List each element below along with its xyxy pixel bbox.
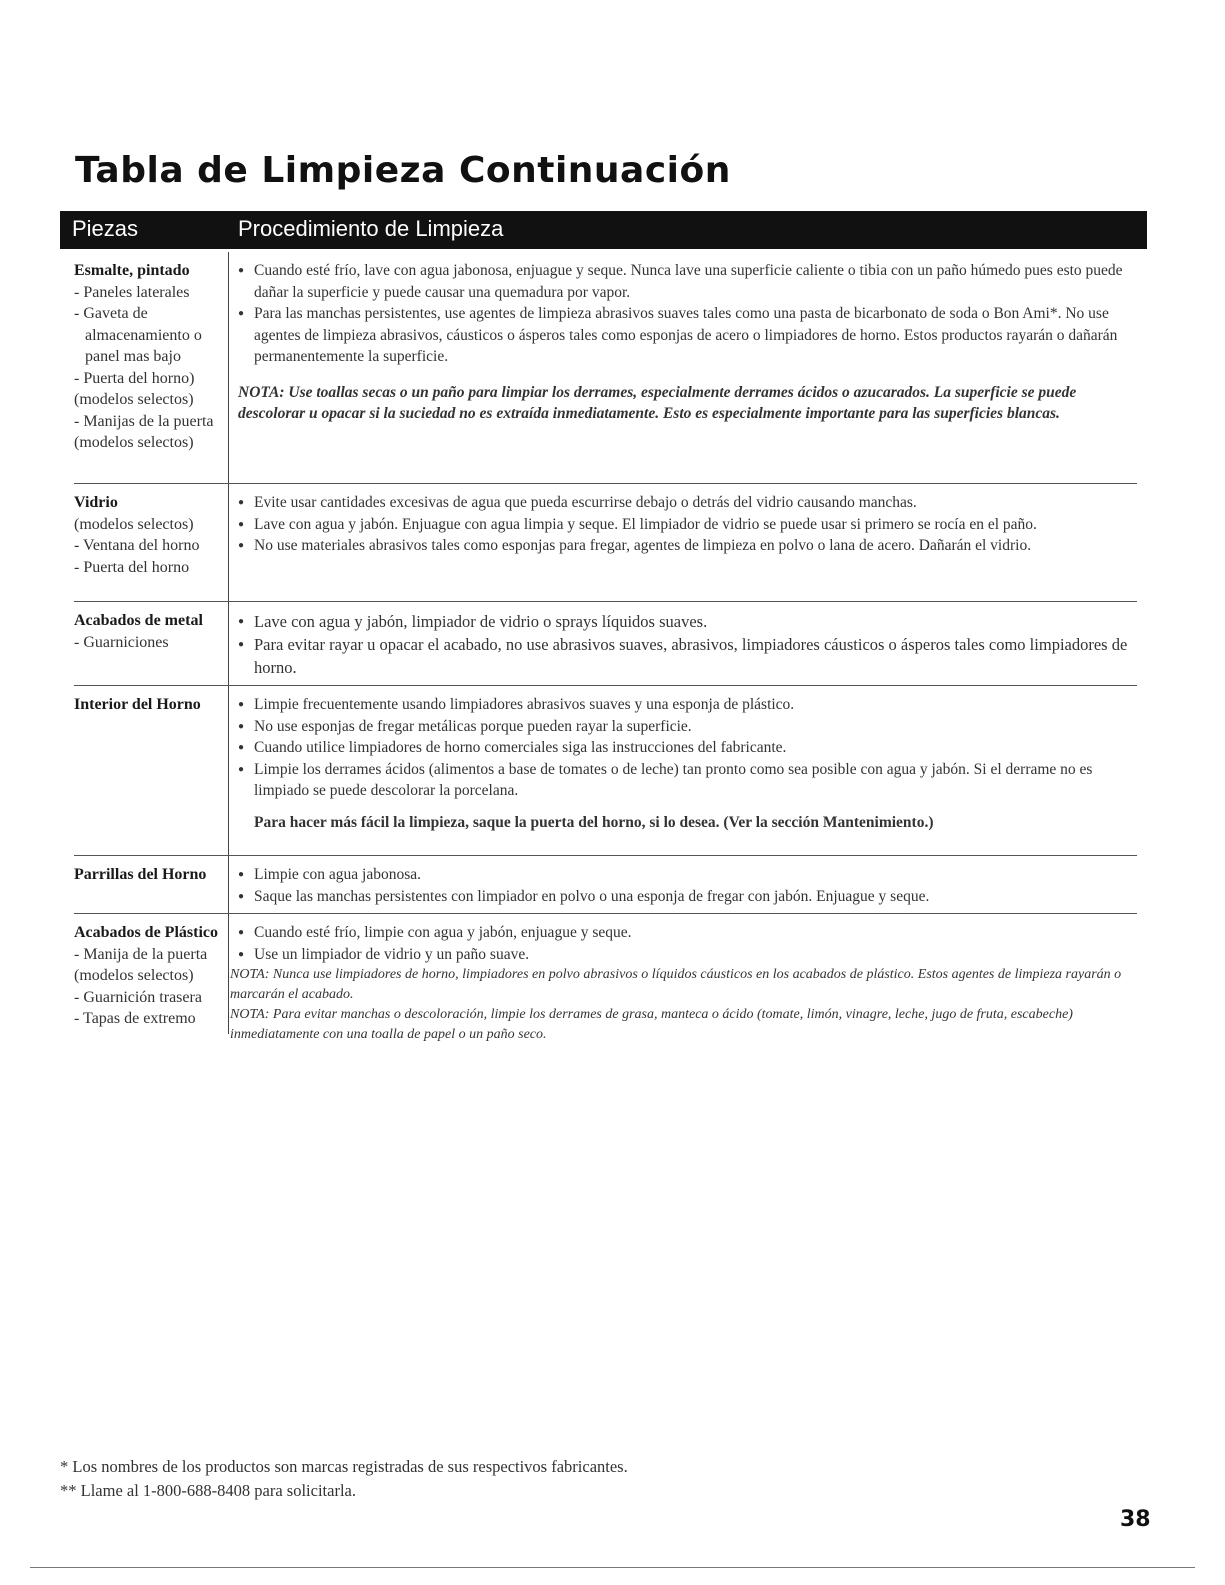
procedure-cell <box>230 922 1143 1045</box>
part-name: Interior del Horno <box>74 696 201 713</box>
bullet-item: ● Limpie con agua jabonosa. <box>238 864 1143 886</box>
part-sub: - Paneles laterales <box>74 283 190 301</box>
part-name: Acabados de metal <box>74 612 203 629</box>
bullet-item: ● Cuando esté frío, limpie con agua y jabón, enjuague y seque. <box>238 922 1143 944</box>
note-text: NOTA: Nunca use limpiadores de horno, limpiadores en polvo abrasivos o líquidos cáusticos en los acabados de plástico. Estos agentes de limpieza rayarán o marcarán el acabado. <box>230 967 1122 1002</box>
page-title: Tabla de Limpieza Continuación <box>75 150 731 191</box>
table-row <box>60 602 1147 686</box>
part-sub: (modelos selectos) <box>74 434 194 451</box>
part-name: Parrillas del Horno <box>74 866 207 883</box>
bottom-rule <box>30 1567 1195 1568</box>
part-sub: panel mas bajo <box>85 348 181 365</box>
bullet-item: ● Lave con agua y jabón, limpiador de vidrio o sprays líquidos suaves. <box>238 610 1143 633</box>
bullet-item: ● Para las manchas persistentes, use agentes de limpieza abrasivos suaves tales como una pasta de bicarbonato de soda o Bon Ami*. No use agentes de limpieza abrasivos, cáusticos o ásperos tales como esponjas de acero o limpiadores de horno. Estos productos rayarán o dañarán permanentemente la superficie. <box>238 303 1143 368</box>
table-row <box>60 484 1147 602</box>
part-sub: almacenamiento o <box>85 326 202 344</box>
part-sub: (modelos selectos) <box>74 515 194 533</box>
part-sub: - Manijas de la puerta <box>74 412 214 430</box>
footnote: * Los nombres de los productos son marcas registradas de sus respectivos fabricantes. <box>60 1457 628 1476</box>
part-name: Acabados de Plástico <box>74 924 218 941</box>
bullet-item: ● Limpie los derrames ácidos (alimentos a base de tomates o de leche) tan pronto como sea posible con agua y jabón. Si el derrame no es limpiado se puede descolorar la porcelana. <box>238 759 1143 802</box>
part-cell <box>74 260 224 454</box>
part-name: Vidrio <box>74 494 118 511</box>
part-cell <box>74 694 224 716</box>
header-parts: Piezas <box>72 216 139 241</box>
part-cell <box>74 922 224 1030</box>
part-cell <box>74 864 224 886</box>
table-row <box>60 686 1147 856</box>
header-procedure: Procedimiento de Limpieza <box>238 216 504 241</box>
part-sub: - Guarniciones <box>74 633 169 651</box>
procedure-cell <box>238 260 1143 425</box>
table-row <box>60 914 1147 1064</box>
part-sub: - Guarnición trasera <box>74 988 202 1006</box>
part-sub: - Puerta del horno <box>74 558 190 576</box>
part-cell <box>74 610 224 653</box>
procedure-cell <box>238 864 1143 907</box>
part-sub: - Manija de la puerta <box>74 945 208 963</box>
bullet-item: ● No use esponjas de fregar metálicas porque pueden rayar la superficie. <box>238 716 1143 738</box>
part-cell <box>74 492 224 578</box>
table-row <box>60 252 1147 484</box>
page-number: 38 <box>1120 1507 1151 1532</box>
bullet-item: ● Cuando utilice limpiadores de horno comerciales siga las instrucciones del fabricante. <box>238 737 1143 759</box>
footnote: ** Llame al 1-800-688-8408 para solicitarla. <box>60 1481 356 1500</box>
table-header <box>60 211 1147 249</box>
table-row <box>60 856 1147 914</box>
part-sub: - Gaveta de <box>74 305 148 322</box>
footnotes <box>60 1455 628 1503</box>
part-sub: - Puerta del horno) <box>74 369 195 387</box>
part-sub: (modelos selectos) <box>74 967 194 984</box>
bullet-item: ● Cuando esté frío, lave con agua jabonosa, enjuague y seque. Nunca lave una superficie caliente o tibia con un paño húmedo pues esto puede dañar la superficie y puede causar una quemadura por vapor. <box>238 260 1143 303</box>
part-sub: - Tapas de extremo <box>74 1010 196 1027</box>
bullet-item: ● Use un limpiador de vidrio y un paño suave. <box>238 944 1143 966</box>
bullet-item: ● No use materiales abrasivos tales como esponjas para fregar, agentes de limpieza en polvo o lana de acero. Dañarán el vidrio. <box>238 535 1143 557</box>
bullet-item: ● Para evitar rayar u opacar el acabado, no use abrasivos suaves, abrasivos, limpiadores cáusticos o ásperos tales como limpiadores de horno. <box>238 633 1143 679</box>
part-sub: - Ventana del horno <box>74 537 200 554</box>
bold-note: Para hacer más fácil la limpieza, saque la puerta del horno, si lo desea. (Ver la sección Mantenimiento.) <box>254 813 934 831</box>
part-name: Esmalte, pintado <box>74 262 190 279</box>
procedure-cell <box>238 492 1143 557</box>
note-text: NOTA: Para evitar manchas o descoloración, limpie los derrames de grasa, manteca o ácido (tomate, limón, vinagre, leche, jugo de fruta, escabeche) inmediatamente con una toalla de papel o un paño seco. <box>230 1007 1073 1042</box>
bullet-item: ● Lave con agua y jabón. Enjuague con agua limpia y seque. El limpiador de vidrio se puede usar si primero se rocía en el paño. <box>238 514 1143 536</box>
procedure-cell <box>238 610 1143 679</box>
bullet-item: ● Saque las manchas persistentes con limpiador en polvo o una esponja de fregar con jabón. Enjuague y seque. <box>238 886 1143 908</box>
bullet-item: ● Limpie frecuentemente usando limpiadores abrasivos suaves y una esponja de plástico. <box>238 694 1143 716</box>
note-text: NOTA: Use toallas secas o un paño para limpiar los derrames, especialmente derrames ácidos o azucarados. La superficie se puede descolorar u opacar si la suciedad no es extraída inmediatamente. Esto es especialmente importante para las superficies blancas. <box>238 383 1077 422</box>
part-sub: (modelos selectos) <box>74 391 194 408</box>
bullet-item: ● Evite usar cantidades excesivas de agua que pueda escurrirse debajo o detrás del vidrio causando manchas. <box>238 492 1143 514</box>
procedure-cell <box>238 694 1143 833</box>
